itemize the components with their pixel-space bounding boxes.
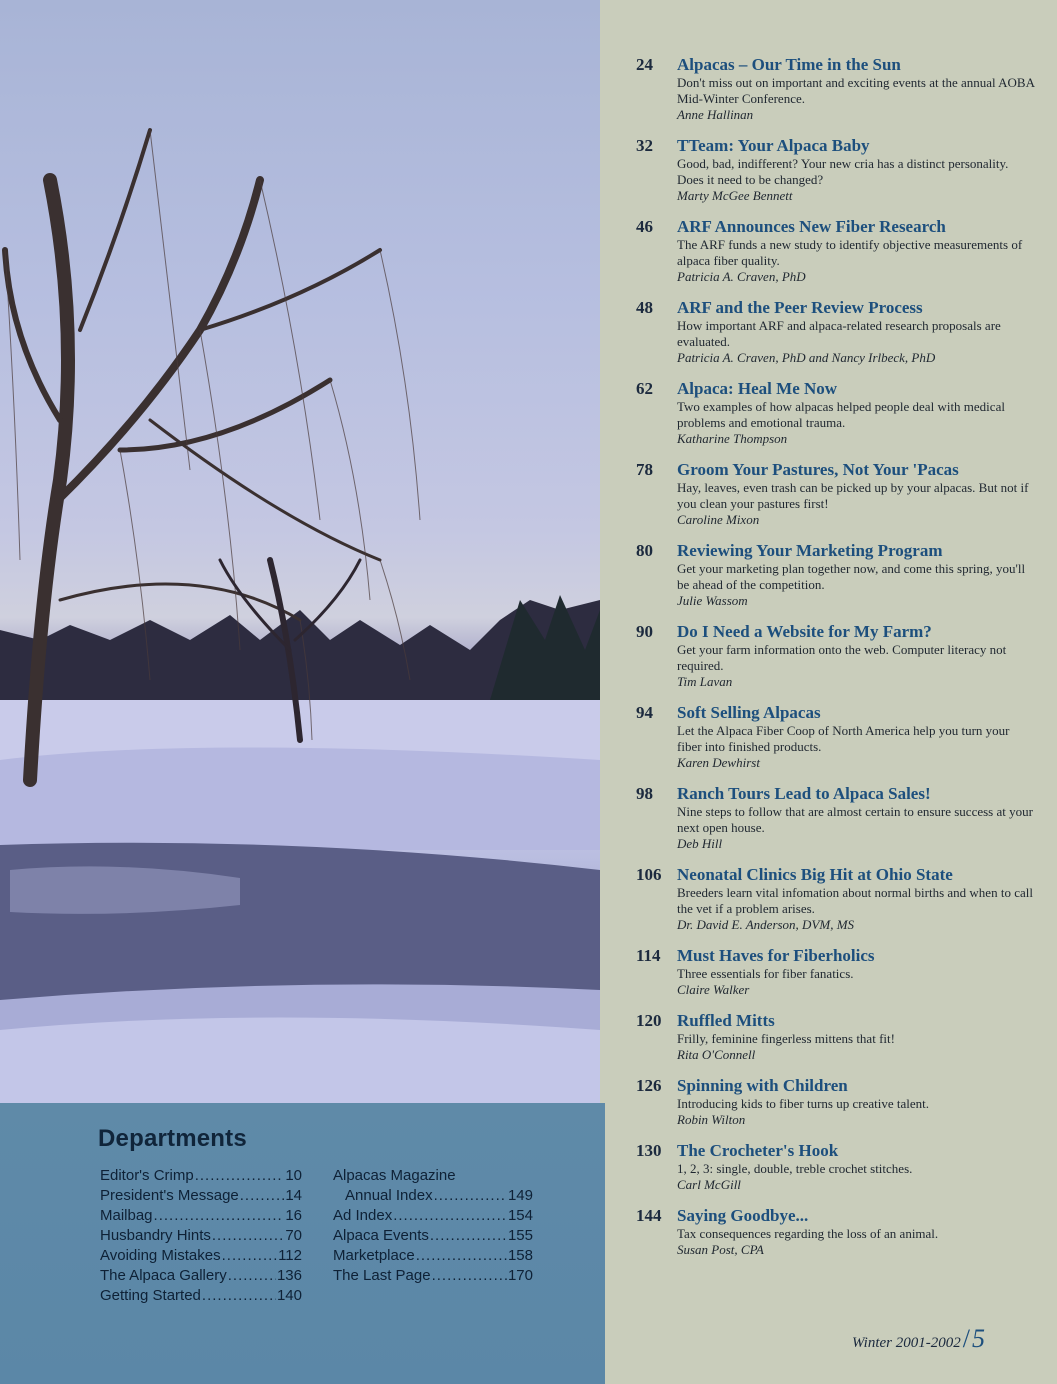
article-author: Robin Wilton xyxy=(677,1112,746,1127)
article-description: Two examples of how alpacas helped people deal with medical problems and emotional trauma. xyxy=(677,399,1005,430)
article-author: Marty McGee Bennett xyxy=(677,188,793,203)
dept-item[interactable]: Ad Index ..... 154 xyxy=(333,1206,533,1226)
toc-item[interactable]: 98 Ranch Tours Lead to Alpaca Sales! Nine steps to follow that are almost certain to ensure success at your next open house. Deb Hill xyxy=(636,784,1036,852)
article-title: Ranch Tours Lead to Alpaca Sales! xyxy=(677,784,931,803)
toc-item[interactable]: 106 Neonatal Clinics Big Hit at Ohio State Breeders learn vital infomation about normal births and when to call the vet if a problem arises. Dr. David E. Anderson, DVM, MS xyxy=(636,865,1036,933)
article-title: Reviewing Your Marketing Program xyxy=(677,541,943,560)
article-description: Let the Alpaca Fiber Coop of North America help you turn your fiber into finished products. xyxy=(677,723,1010,754)
dept-item[interactable]: Getting Started ..... 140 xyxy=(100,1286,302,1306)
article-title: TTeam: Your Alpaca Baby xyxy=(677,136,870,155)
article-author: Julie Wassom xyxy=(677,593,748,608)
article-description: How important ARF and alpaca-related research proposals are evaluated. xyxy=(677,318,1001,349)
dept-item[interactable]: Marketplace ..... 158 xyxy=(333,1246,533,1266)
article-description: Breeders learn vital infomation about normal births and when to call the vet if a problem arises. xyxy=(677,885,1033,916)
page-folio xyxy=(852,1324,985,1354)
toc-item[interactable]: 130 The Crocheter's Hook 1, 2, 3: single, double, treble crochet stitches. Carl McGill xyxy=(636,1141,1036,1193)
toc-item[interactable]: 90 Do I Need a Website for My Farm? Get your farm information onto the web. Computer literacy not required. Tim Lavan xyxy=(636,622,1036,690)
winter-landscape-illustration xyxy=(0,0,600,1103)
departments-heading: Departments xyxy=(98,1125,247,1152)
article-title: Must Haves for Fiberholics xyxy=(677,946,875,965)
article-description: Tax consequences regarding the loss of an animal. xyxy=(677,1226,939,1241)
article-title: Alpaca: Heal Me Now xyxy=(677,379,838,398)
departments-panel xyxy=(0,1103,605,1384)
departments-column-1 xyxy=(100,1166,302,1306)
toc-item[interactable]: 126 Spinning with Children Introducing kids to fiber turns up creative talent. Robin Wilton xyxy=(636,1076,1036,1128)
toc-item[interactable]: 120 Ruffled Mitts Frilly, feminine fingerless mittens that fit! Rita O'Connell xyxy=(636,1011,1036,1063)
article-author: Carl McGill xyxy=(677,1177,741,1192)
table-of-contents xyxy=(636,55,1036,1271)
page-number: 5 xyxy=(972,1324,985,1353)
article-author: Tim Lavan xyxy=(677,674,733,689)
dept-item[interactable]: Husbandry Hints ..... 70 xyxy=(100,1226,302,1246)
article-description: 1, 2, 3: single, double, treble crochet stitches. xyxy=(677,1161,913,1176)
article-author: Susan Post, CPA xyxy=(677,1242,764,1257)
dept-item[interactable]: The Alpaca Gallery ..... 136 xyxy=(100,1266,302,1286)
article-title: Saying Goodbye... xyxy=(677,1206,809,1225)
dept-item[interactable]: President's Message ..... 14 xyxy=(100,1186,302,1206)
folio-slash: / xyxy=(962,1324,970,1353)
toc-item[interactable]: 62 Alpaca: Heal Me Now Two examples of how alpacas helped people deal with medical problems and emotional trauma. Katharine Thompson xyxy=(636,379,1036,447)
article-description: Hay, leaves, even trash can be picked up by your alpacas. But not if you clean your pastures first! xyxy=(677,480,1029,511)
article-author: Claire Walker xyxy=(677,982,750,997)
article-title: Groom Your Pastures, Not Your 'Pacas xyxy=(677,460,959,479)
dept-item[interactable]: The Last Page ..... 170 xyxy=(333,1266,533,1286)
article-description: Introducing kids to fiber turns up creative talent. xyxy=(677,1096,929,1111)
dept-item[interactable]: Mailbag ..... 16 xyxy=(100,1206,302,1226)
article-description: Don't miss out on important and exciting events at the annual AOBA Mid-Winter Conference. xyxy=(677,75,1035,106)
issue-label: Winter 2001-2002 xyxy=(852,1335,961,1351)
article-title: Alpacas – Our Time in the Sun xyxy=(677,55,901,74)
dept-item[interactable]: Annual Index ..... 149 xyxy=(333,1186,533,1206)
article-title: ARF Announces New Fiber Research xyxy=(677,217,946,236)
article-description: Get your marketing plan together now, and come this spring, you'll be ahead of the competition. xyxy=(677,561,1026,592)
article-description: Three essentials for fiber fanatics. xyxy=(677,966,854,981)
toc-item[interactable]: 46 ARF Announces New Fiber Research The ARF funds a new study to identify objective measurements of alpaca fiber quality. Patricia A. Craven, PhD xyxy=(636,217,1036,285)
article-title: Neonatal Clinics Big Hit at Ohio State xyxy=(677,865,953,884)
article-author: Anne Hallinan xyxy=(677,107,754,122)
article-author: Caroline Mixon xyxy=(677,512,760,527)
toc-item[interactable]: 144 Saying Goodbye... Tax consequences regarding the loss of an animal. Susan Post, CPA xyxy=(636,1206,1036,1258)
article-title: The Crocheter's Hook xyxy=(677,1141,839,1160)
dept-item[interactable]: Avoiding Mistakes ..... 112 xyxy=(100,1246,302,1266)
dept-item[interactable]: Editor's Crimp ..... 10 xyxy=(100,1166,302,1186)
dept-item[interactable]: Alpacas Magazine xyxy=(333,1167,456,1184)
article-description: The ARF funds a new study to identify objective measurements of alpaca fiber quality. xyxy=(677,237,1023,268)
toc-item[interactable]: 78 Groom Your Pastures, Not Your 'Pacas Hay, leaves, even trash can be picked up by your alpacas. But not if you clean your pastures first! Caroline Mixon xyxy=(636,460,1036,528)
toc-item[interactable]: 32 TTeam: Your Alpaca Baby Good, bad, indifferent? Your new cria has a distinct personality. Does it need to be changed? Marty McGee Bennett xyxy=(636,136,1036,204)
article-title: Soft Selling Alpacas xyxy=(677,703,821,722)
article-description: Frilly, feminine fingerless mittens that fit! xyxy=(677,1031,895,1046)
article-author: Rita O'Connell xyxy=(677,1047,756,1062)
toc-item[interactable]: 114 Must Haves for Fiberholics Three essentials for fiber fanatics. Claire Walker xyxy=(636,946,1036,998)
article-title: Ruffled Mitts xyxy=(677,1011,775,1030)
toc-item[interactable]: 80 Reviewing Your Marketing Program Get your marketing plan together now, and come this spring, you'll be ahead of the competition. Julie Wassom xyxy=(636,541,1036,609)
article-description: Nine steps to follow that are almost certain to ensure success at your next open house. xyxy=(677,804,1033,835)
article-author: Dr. David E. Anderson, DVM, MS xyxy=(677,917,855,932)
article-author: Patricia A. Craven, PhD xyxy=(677,269,806,284)
toc-item[interactable]: 48 ARF and the Peer Review Process How important ARF and alpaca-related research proposals are evaluated. Patricia A. Craven, PhD and Nancy Irlbeck, PhD xyxy=(636,298,1036,366)
toc-item[interactable]: 94 Soft Selling Alpacas Let the Alpaca Fiber Coop of North America help you turn your fiber into finished products. Karen Dewhirst xyxy=(636,703,1036,771)
article-title: ARF and the Peer Review Process xyxy=(677,298,923,317)
toc-item[interactable]: 24 Alpacas – Our Time in the Sun Don't miss out on important and exciting events at the annual AOBA Mid-Winter Conference. Anne Hallinan xyxy=(636,55,1035,122)
article-title: Do I Need a Website for My Farm? xyxy=(677,622,932,641)
article-description: Get your farm information onto the web. Computer literacy not required. xyxy=(677,642,1007,673)
article-author: Deb Hill xyxy=(677,836,723,851)
article-author: Karen Dewhirst xyxy=(677,755,760,770)
article-author: Katharine Thompson xyxy=(677,431,788,446)
winter-landscape-photo xyxy=(0,0,600,1103)
dept-item[interactable]: Alpaca Events ..... 155 xyxy=(333,1226,533,1246)
departments-column-2 xyxy=(333,1166,533,1286)
article-author: Patricia A. Craven, PhD and Nancy Irlbeck, PhD xyxy=(677,350,936,365)
article-description: Good, bad, indifferent? Your new cria has a distinct personality. Does it need to be changed? xyxy=(677,156,1009,187)
article-title: Spinning with Children xyxy=(677,1076,848,1095)
